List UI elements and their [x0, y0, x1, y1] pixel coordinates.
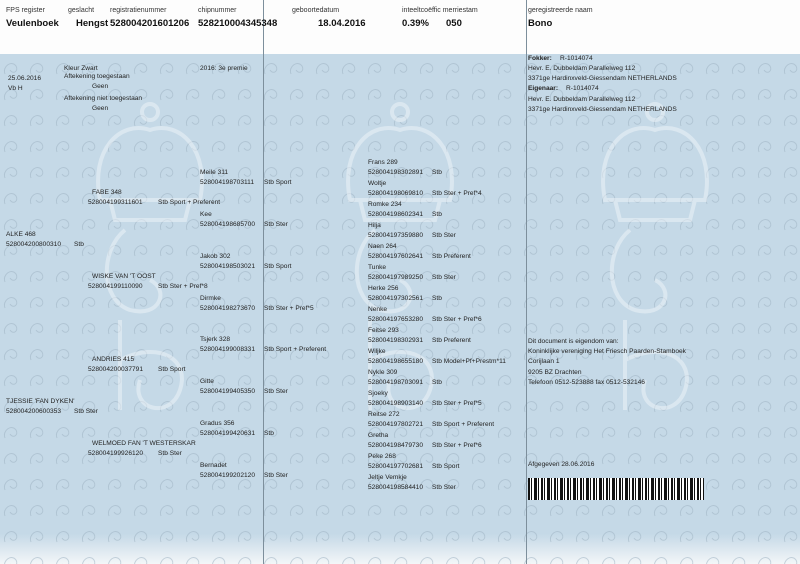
ancestor-id: 528004197602641	[368, 253, 424, 260]
ancestor-name: FABE 348	[92, 189, 122, 196]
ancestor-id: 528004197359880	[368, 232, 424, 239]
ancestor-name: Tsjerk 328	[200, 336, 231, 343]
ancestor-id: 528004199405350	[200, 388, 256, 395]
ancestor-id: 528004197802721	[368, 421, 424, 428]
breeder-address-line: Hevr. E. Dubbeldam Parallelweg 112	[528, 65, 636, 72]
chip-number-value: 528210004345348	[198, 18, 278, 29]
chip-number-label: chipnummer	[198, 7, 237, 14]
ancestor-id: 528004200600353	[6, 408, 62, 415]
registered-name-value: Bono	[528, 18, 553, 29]
property-line: Corijlaan 1	[528, 358, 560, 365]
ancestor-pred: Stb Ster	[432, 232, 456, 239]
ancestor-name: Bernadet	[200, 462, 227, 469]
inbreeding-value: 0.39%	[402, 18, 429, 29]
property-line: 9205 BZ Drachten	[528, 369, 582, 376]
ancestor-id: 528004200800310	[6, 241, 62, 248]
ancestor-name: Nenke	[368, 306, 388, 313]
ancestor-pred: Stb Ster + Pref*5	[264, 305, 314, 312]
ancestor-pred: Stb Ster + Pref*8	[158, 283, 208, 290]
award-text: 2016: 3e premie	[200, 65, 248, 72]
ancestor-pred: Stb	[432, 211, 442, 218]
barcode	[528, 478, 704, 500]
ancestor-name: Sjoeky	[368, 390, 388, 397]
ancestor-pred: Stb Ster + Pref*6	[432, 442, 482, 449]
owner-id: R-1014074	[566, 85, 599, 92]
ancestor-id: 528004197702681	[368, 463, 424, 470]
ancestor-pred: Stb Sport + Preferent	[264, 346, 327, 353]
ancestor-id: 528004198503021	[200, 263, 256, 270]
ancestor-pred: Stb Ster	[432, 484, 456, 491]
ancestor-name: WELMOED FAN 'T WESTERSKAR	[92, 440, 196, 447]
gender-label: geslacht	[68, 7, 95, 14]
ancestor-id: 528004198302931	[368, 337, 424, 344]
ancestor-id: 528004199311601	[88, 199, 143, 206]
ancestor-pred: Stb	[432, 379, 442, 386]
info-line: Geen	[92, 105, 109, 112]
ancestor-id: 528004198479730	[368, 442, 424, 449]
page-fold-line	[526, 0, 527, 564]
ancestor-name: Nykle 309	[368, 369, 398, 376]
ancestor-pred: Stb	[74, 241, 84, 248]
color-text: Kleur Zwart	[64, 65, 98, 72]
ancestor-id: 528004197653280	[368, 316, 424, 323]
ancestor-id: 528004198069810	[368, 190, 424, 197]
ancestor-name: Hilja	[368, 222, 381, 229]
ancestor-pred: Stb Ster	[264, 388, 288, 395]
birth-date-label: geboortedatum	[292, 7, 340, 14]
ancestor-name: Feitse 293	[368, 327, 399, 334]
ancestor-name: Jeltje Vemkje	[368, 474, 407, 481]
ancestor-id: 528004198703091	[368, 379, 424, 386]
ancestor-pred: Stb Ster	[264, 472, 288, 479]
mare-line-value: 050	[446, 18, 462, 29]
ancestor-pred: Stb Sport	[264, 263, 292, 270]
registration-number-label: registratienummer	[110, 7, 167, 14]
ancestor-pred: Stb Ster	[264, 221, 288, 228]
inspection-code: Vb H	[8, 85, 23, 92]
ancestor-id: 528004197302561	[368, 295, 424, 302]
crown-crest-left	[80, 90, 220, 430]
inbreeding-label: inteeltcoëffic merriestam	[402, 7, 478, 14]
property-line: Dit document is eigendom van:	[528, 338, 619, 345]
ancestor-id: 528004198584410	[368, 484, 424, 491]
ancestor-id: 528004198685700	[200, 221, 256, 228]
registration-number-value: 528004201601206	[110, 18, 190, 29]
ancestor-name: Romke 234	[368, 201, 402, 208]
ancestor-pred: Stb Sport	[264, 179, 292, 186]
breeder-address-line: 3371ge Hardinxveld-Giessendam NETHERLANDS	[528, 75, 677, 82]
ancestor-pred: Stb Ster + Pref*4	[432, 190, 482, 197]
breeder-label: Fokker:	[528, 55, 552, 62]
ancestor-pred: Stb Sport + Preferent	[158, 199, 221, 206]
ancestor-id: 528004198655180	[368, 358, 424, 365]
ancestor-name: Meile 311	[200, 169, 229, 176]
ancestor-id: 528004200037791	[88, 366, 144, 373]
ancestor-id: 528004199008331	[200, 346, 256, 353]
ancestor-name: Herke 256	[368, 285, 399, 292]
ancestor-name: Dirmke	[200, 295, 221, 302]
ancestor-name: Reitse 272	[368, 411, 400, 418]
ancestor-id: 528004199926120	[88, 450, 144, 457]
ancestor-name: WISKE VAN 'T OOST	[92, 273, 156, 280]
registered-name-label: geregistreerde naam	[528, 7, 593, 14]
ancestor-name: Kee	[200, 211, 212, 218]
ancestor-pred: Stb	[432, 169, 442, 176]
breeder-id: R-1014074	[560, 55, 593, 62]
ancestor-name: TJESSIE 'FAN DYKEN'	[6, 398, 75, 405]
ancestor-name: Gradus 356	[200, 420, 235, 427]
ancestor-id: 528004199110090	[88, 283, 143, 290]
ancestor-id: 528004198602341	[368, 211, 424, 218]
birth-date-value: 18.04.2016	[318, 18, 366, 29]
ancestor-pred: Stb	[264, 430, 274, 437]
ancestor-pred: Stb Preferent	[432, 253, 471, 260]
ancestor-name: Gitte	[200, 378, 214, 385]
ancestor-id: 528004199202120	[200, 472, 256, 479]
ancestor-id: 528004198903140	[368, 400, 424, 407]
ancestor-pred: Stb	[432, 295, 442, 302]
ancestor-pred: Stb Sport + Preferent	[432, 421, 495, 428]
ancestor-id: 528004198703111	[200, 179, 255, 186]
owner-address-line: Hevr. E. Dubbeldam Parallelweg 112	[528, 96, 636, 103]
ancestor-pred: Stb Ster	[74, 408, 98, 415]
owner-address-line: 3371ge Hardinxveld-Giessendam NETHERLANDS	[528, 106, 677, 113]
ancestor-pred: Stb Ster	[432, 274, 456, 281]
ancestor-name: Gretha	[368, 432, 389, 439]
info-line: Aftekening toegestaan	[64, 73, 130, 80]
ancestor-id: 528004197989250	[368, 274, 424, 281]
ancestor-pred: Stb Ster + Pref*5	[432, 400, 482, 407]
property-line: Koninklijke vereniging Het Friesch Paarden-Stamboek	[528, 348, 686, 355]
ancestor-pred: Stb Model+Pf+Prestm*11	[432, 358, 506, 365]
register-label: FPS register	[6, 7, 45, 14]
ancestor-name: Naen 264	[368, 243, 397, 250]
ancestor-name: ALKE 468	[6, 231, 36, 238]
gender-value: Hengst	[76, 18, 109, 29]
register-value: Veulenboek	[6, 18, 59, 29]
ancestor-pred: Stb Ster	[158, 450, 182, 457]
info-line: Aftekening niet toegestaan	[64, 95, 143, 102]
ancestor-name: Peke 268	[368, 453, 396, 460]
info-line: Geen	[92, 83, 109, 90]
owner-label: Eigenaar:	[528, 85, 559, 92]
ancestor-name: ANDRIES 415	[92, 356, 135, 363]
ancestor-name: Jakob 302	[200, 253, 231, 260]
ancestor-id: 528004198273670	[200, 305, 256, 312]
ancestor-id: 528004199420631	[200, 430, 256, 437]
ancestor-name: Woltje	[368, 180, 387, 187]
ancestor-pred: Stb Sport	[158, 366, 186, 373]
ancestor-name: Frans 289	[368, 159, 398, 166]
property-line: Telefoon 0512-523888 fax 0512-532146	[528, 379, 645, 386]
ancestor-pred: Stb Ster + Pref*6	[432, 316, 482, 323]
issue-date: Afgegeven 28.06.2016	[528, 461, 595, 468]
inspection-date: 25.06.2016	[8, 75, 42, 82]
ancestor-pred: Stb Sport	[432, 463, 460, 470]
ancestor-pred: Stb Preferent	[432, 337, 471, 344]
ancestor-id: 528004198302891	[368, 169, 424, 176]
ancestor-name: Wiljke	[368, 348, 386, 355]
ancestor-name: Tunke	[368, 264, 387, 271]
